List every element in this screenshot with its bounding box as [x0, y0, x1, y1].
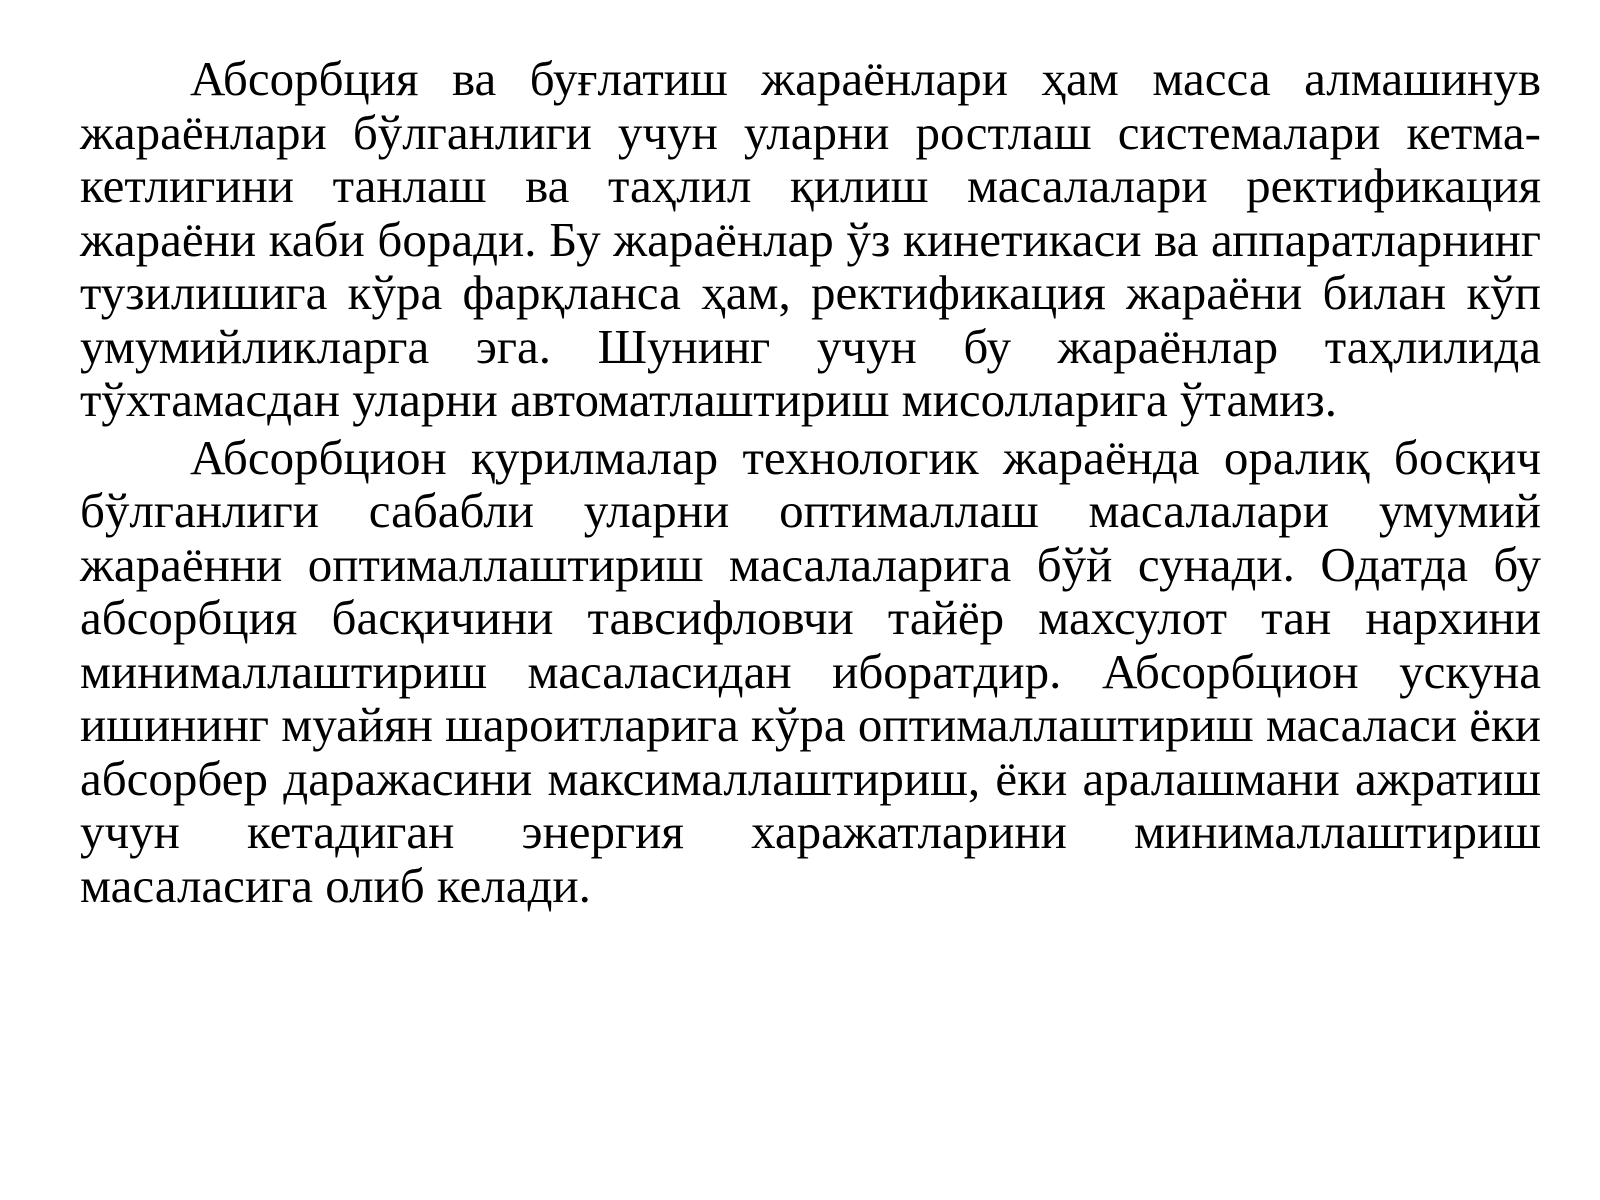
paragraph-absorption-evaporation: Абсорбция ва буғлатиш жараёнлари ҳам масса алмашинув жараёнлари бўлганлиги учун уларни ростлаш системалари кетма-кетлигини танлаш ва таҳлил қилиш масалалари ректификация жараёни каби боради. Бу жараёнлар ўз кинетикаси ва аппаратларнинг тузилишига кўра фарқланса ҳам, ректификация жараёни билан кўп умумийликларга эга. Шунинг учун бу жараёнлар таҳлилида тўхтамасдан уларни автоматлаштириш мисолларига ўтамиз. — [80, 51, 1541, 427]
document-page — [80, 52, 1541, 912]
paragraph-absorption-optimization: Абсорбцион қурилмалар технологик жараёнда оралиқ босқич бўлганлиги сабабли уларни оптималлаш масалалари умумий жараённи оптималлаштириш масалаларига бўй сунади. Одатда бу абсорбция басқичини тавсифловчи тайёр махсулот тан нархини минималлаштириш масаласидан иборатдир. Абсорбцион ускуна ишининг муайян шароитларига кўра оптималлаштириш масаласи ёки абсорбер даражасини максималлаштириш, ёки аралашмани ажратиш учун кетадиган энергия харажатларини минималлаштириш масаласига олиб келади. — [80, 429, 1541, 913]
